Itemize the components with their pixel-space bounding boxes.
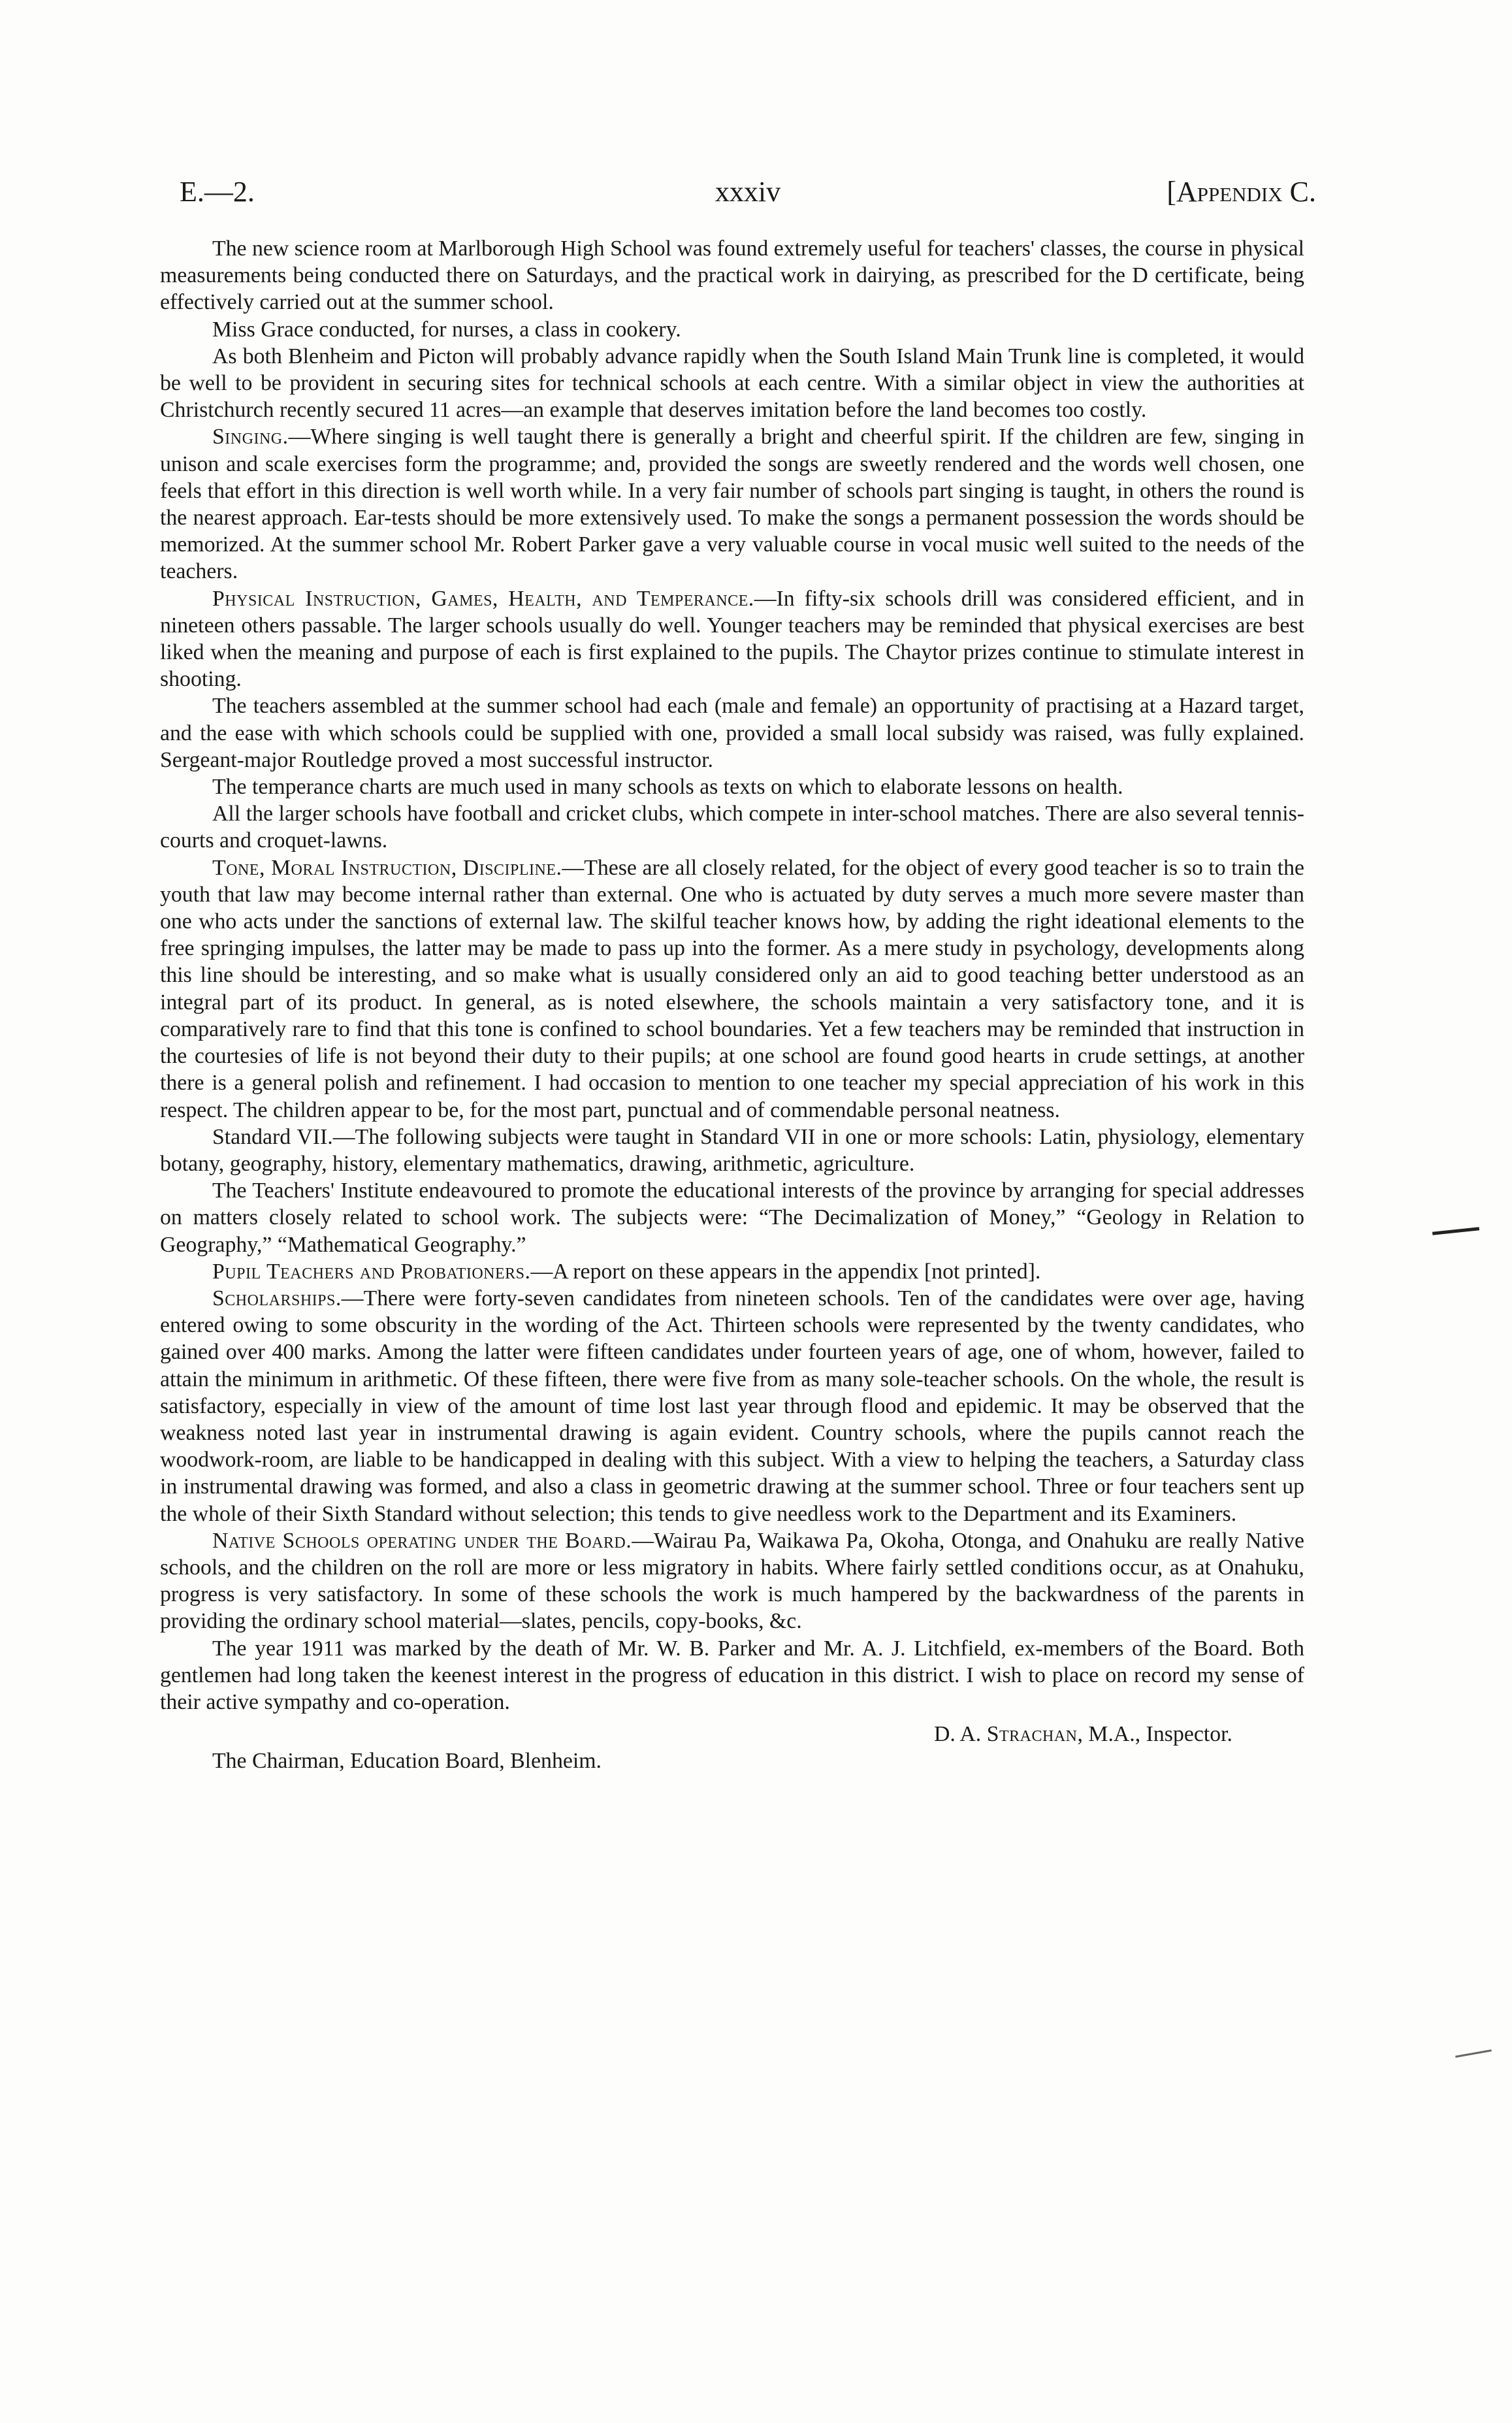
paragraph-heading: Pupil Teachers and Probationers.: [212, 1259, 531, 1284]
header-reference: E.—2.: [180, 176, 255, 208]
paragraph-heading: Scholarships.: [212, 1286, 342, 1310]
paragraph-text: The new science room at Marlborough High School was found extremely useful for teachers' classes, the course in physical measurements being conducted there on Saturdays, and the practical work in dairying, as prescribed for the D certificate, being effectively carried out at the summer school.: [160, 236, 1304, 315]
paragraph-text: The Teachers' Institute endeavoured to promote the educational interests of the province by arranging for special addresses on matters closely related to school work. The subjects were: “The Decimalization of Money,” “Geology in Relation to Geography,” “Mathematical Geography.”: [160, 1179, 1304, 1257]
paragraph-text: All the larger schools have football and cricket clubs, which compete in inter-school matches. There are also several tennis-courts and croquet-lawns.: [160, 802, 1304, 853]
paragraph-text: —There were forty-seven candidates from nineteen schools. Ten of the candidates were over age, having entered owing to some obscurity in the wording of the Act. Thirteen schools were represented by the twenty candidates, who gained over 400 marks. Among the latter were fifteen candidates under fourteen years of age, one of whom, however, failed to attain the minimum in arithmetic. Of these fifteen, there were five from as many sole-teacher schools. On the whole, the result is satisfactory, especially in view of the amount of time lost last year through flood and epidemic. It may be observed that the weakness noted last year in instrumental drawing is again evident. Country schools, where the pupils cannot reach the woodwork-room, are liable to be handicapped in dealing with this subject. With a view to helping the teachers, a Saturday class in instrumental drawing was formed, and also a class in geometric drawing at the summer school. Three or four teachers sent up the whole of their Sixth Standard without selection; this tends to give needless work to the Department and its Examiners.: [160, 1286, 1304, 1526]
paragraph-text: —A report on these appears in the appendix [not printed].: [530, 1259, 1041, 1284]
page-header: [180, 175, 1316, 214]
paragraph-physical-instruction: [160, 585, 1304, 693]
paragraph-text: —These are all closely related, for the object of every good teacher is so to train the youth that law may become internal rather than external. One who is actuated by duty serves a much more severe master than one who acts under the sanctions of external law. The skilful teacher knows how, by adding the right ideational elements to the free springing impulses, the latter may be made to pass up into the former. As a mere study in psychology, developments along this line should be interesting, and so make what is usually considered only an aid to good teaching better understood as an integral part of its product. In general, as is noted elsewhere, the schools maintain a very satisfactory tone, and it is comparatively rare to find that this tone is confined to school boundaries. Yet a few teachers may be reminded that instruction in the courtesies of life is not beyond their duty to their pupils; at one school are found good hearts in crude settings, at another there is a general polish and refinement. I had occasion to mention to one teacher my special appreciation of his work in this respect. The children appear to be, for the most part, punctual and of commendable personal neatness.: [160, 855, 1304, 1122]
paragraph-text: —In fifty-six schools drill was considered efficient, and in nineteen others passable. The larger schools usually do well. Younger teachers may be reminded that physical exercises are best liked when the meaning and purpose of each is first explained to the pupils. The Chaytor prizes continue to stimulate interest in shooting.: [160, 586, 1304, 692]
signature-prefix: D. A.: [933, 1722, 987, 1747]
paragraph-text: —Where singing is well taught there is generally a bright and cheerful spirit. If the children are few, singing in unison and scale exercises form the programme; and, provided the songs are sweetly rendered and the words well chosen, one feels that effort in this direction is well worth while. In a very fair number of schools part singing is taught, in others the round is the nearest approach. Ear-tests should be more extensively used. To make the songs a permanent possession the words should be memorized. At the summer school Mr. Robert Parker gave a very valuable course in vocal music well suited to the needs of the teachers.: [160, 425, 1304, 584]
paragraph-pupil-teachers: [160, 1258, 1304, 1285]
paragraph-obituary: [160, 1635, 1304, 1716]
header-appendix: [Appendix C.: [1166, 176, 1316, 208]
signature-name: Strachan: [986, 1722, 1078, 1747]
paragraph-technical-sites: [160, 343, 1304, 424]
paragraph-cookery: [160, 316, 1304, 343]
report-body: [160, 235, 1304, 1775]
margin-mark-upper: [1432, 1227, 1479, 1235]
signature-suffix: , M.A., Inspector.: [1077, 1722, 1232, 1747]
paragraph-heading: Native Schools operating under the Board.: [212, 1528, 632, 1553]
addressee: The Chairman, Education Board, Blenheim.: [212, 1749, 602, 1774]
header-page-number: xxxiv: [715, 176, 781, 208]
paragraph-text: The temperance charts are much used in many schools as texts on which to elaborate lessons on health.: [212, 775, 1123, 800]
paragraph-clubs: [160, 800, 1304, 854]
paragraph-heading: Singing.: [212, 425, 289, 449]
paragraph-science-room: [160, 235, 1304, 316]
paragraph-text: As both Blenheim and Picton will probably advance rapidly when the South Island Main Trunk line is completed, it would be well to be provident in securing sites for technical schools at each centre. With a similar object in view the authorities at Christchurch recently secured 11 acres—an example that deserves imitation before the land becomes too costly.: [160, 344, 1304, 423]
paragraph-hazard-target: [160, 692, 1304, 773]
paragraph-heading: Tone, Moral Instruction, Discipline.: [212, 855, 562, 880]
paragraph-teachers-institute: [160, 1177, 1304, 1258]
paragraph-text: —Wairau Pa, Waikawa Pa, Okoha, Otonga, and Onahuku are really Native schools, and the children on the roll are more or less migratory in habits. Where fairly settled conditions occur, as at Onahuku, progress is very satisfactory. In some of these schools the work is much hampered by the backwardness of the parents in providing the ordinary school material—slates, pencils, copy-books, &c.: [160, 1528, 1304, 1634]
paragraph-heading: Physical Instruction, Games, Health, and Temperance.: [212, 586, 754, 611]
paragraph-text: Standard VII.—The following subjects were taught in Standard VII in one or more schools: Latin, physiology, elementary botany, geography, history, elementary mathematics, drawing, arithmetic, agriculture.: [160, 1124, 1304, 1176]
paragraph-standard-vii: [160, 1124, 1304, 1177]
paragraph-text: The teachers assembled at the summer school had each (male and female) an opportunity of practising at a Hazard target, and the ease with which schools could be supplied with one, provided a small local subsidy was raised, was fully explained. Sergeant-major Routledge proved a most successful instructor.: [160, 694, 1304, 772]
paragraph-scholarships: [160, 1285, 1304, 1527]
paragraph-text: Miss Grace conducted, for nurses, a class in cookery.: [212, 317, 681, 342]
margin-mark-lower: [1455, 2049, 1492, 2058]
paragraph-temperance-charts: [160, 773, 1304, 800]
paragraph-text: The year 1911 was marked by the death of Mr. W. B. Parker and Mr. A. J. Litchfield, ex-members of the Board. Both gentlemen had long taken the keenest interest in the progress of education in this district. I wish to place on record my sense of their active sympathy and co-operation.: [160, 1636, 1304, 1714]
paragraph-tone-discipline: [160, 854, 1304, 1124]
paragraph-singing: [160, 423, 1304, 585]
inspector-signature: [160, 1721, 1304, 1748]
paragraph-native-schools: [160, 1527, 1304, 1635]
